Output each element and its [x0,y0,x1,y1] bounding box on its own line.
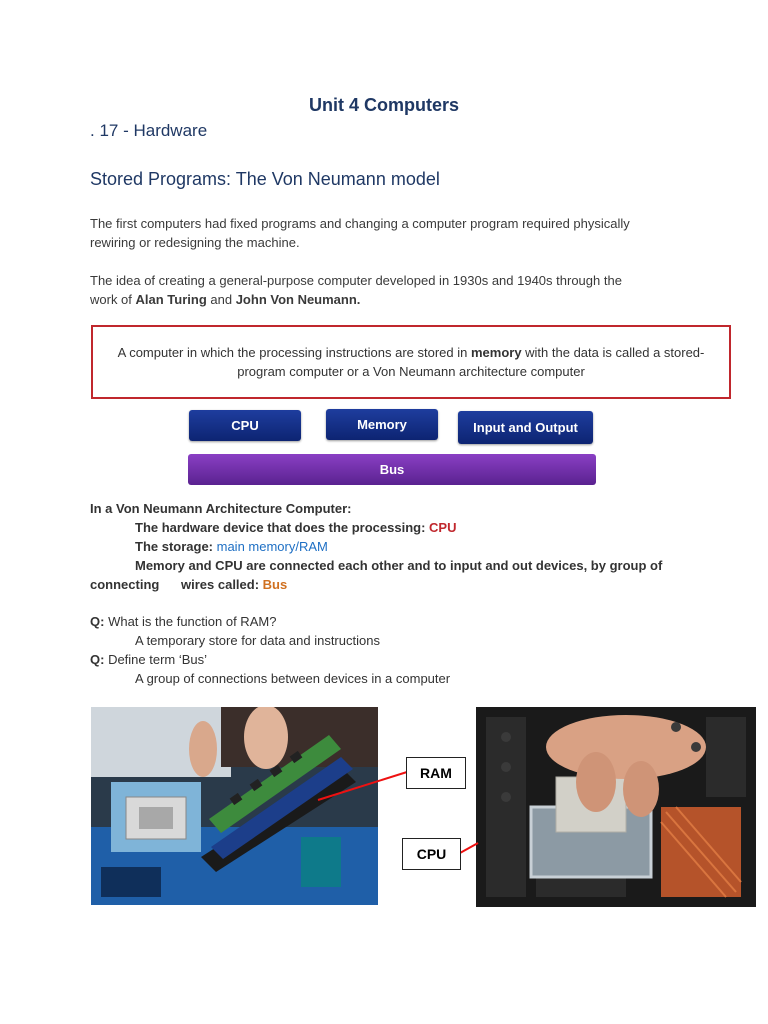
section-heading: Stored Programs: The Von Neumann model [90,169,440,189]
paragraph-general-purpose: The idea of creating a general-purpose computer developed in 1930s and 1940s through the work of Alan Turing and John Von Neumann. [90,273,622,307]
lesson-subtitle: . 17 - Hardware [90,121,208,140]
answer-ram: A temporary store for data and instructions [135,633,380,648]
page-title: Unit 4 Computers [308,95,459,115]
cpu-connector-line [460,843,478,853]
question-ram: Q: What is the function of RAM? [90,614,277,629]
storage-line: The storage: main memory/RAM [135,539,328,554]
name-john-von-neumann: John Von Neumann. [235,292,361,307]
name-alan-turing: Alan Turing [135,292,207,307]
question-bus: Q: Define term ‘Bus’ [90,652,208,667]
diagram-io-block: Input and Output [458,411,593,444]
answer-bus: A group of connections between devices in a computer [135,671,451,686]
ram-connector-line [318,772,407,800]
connection-line: Memory and CPU are connected each other and to input and out devices, by group of [135,558,663,573]
diagram-bus-block: Bus [188,454,596,485]
cpu-label: CPU [402,838,461,870]
von-neumann-heading: In a Von Neumann Architecture Computer: [90,501,352,516]
paragraph-fixed-programs: The first computers had fixed programs and changing a computer program required physically rewiring or redesigning the machine. [90,216,630,250]
diagram-cpu-block: CPU [189,410,301,441]
diagram-memory-block: Memory [326,409,438,440]
processing-device-line: The hardware device that does the processing: CPU [135,520,457,535]
bus-line: connecting wires called: Bus [90,577,288,592]
definition-callout: A computer in which the processing instructions are stored in memory with the data is called a stored-program computer or a Von Neumann architecture computer [91,325,731,399]
ram-label: RAM [406,757,466,789]
